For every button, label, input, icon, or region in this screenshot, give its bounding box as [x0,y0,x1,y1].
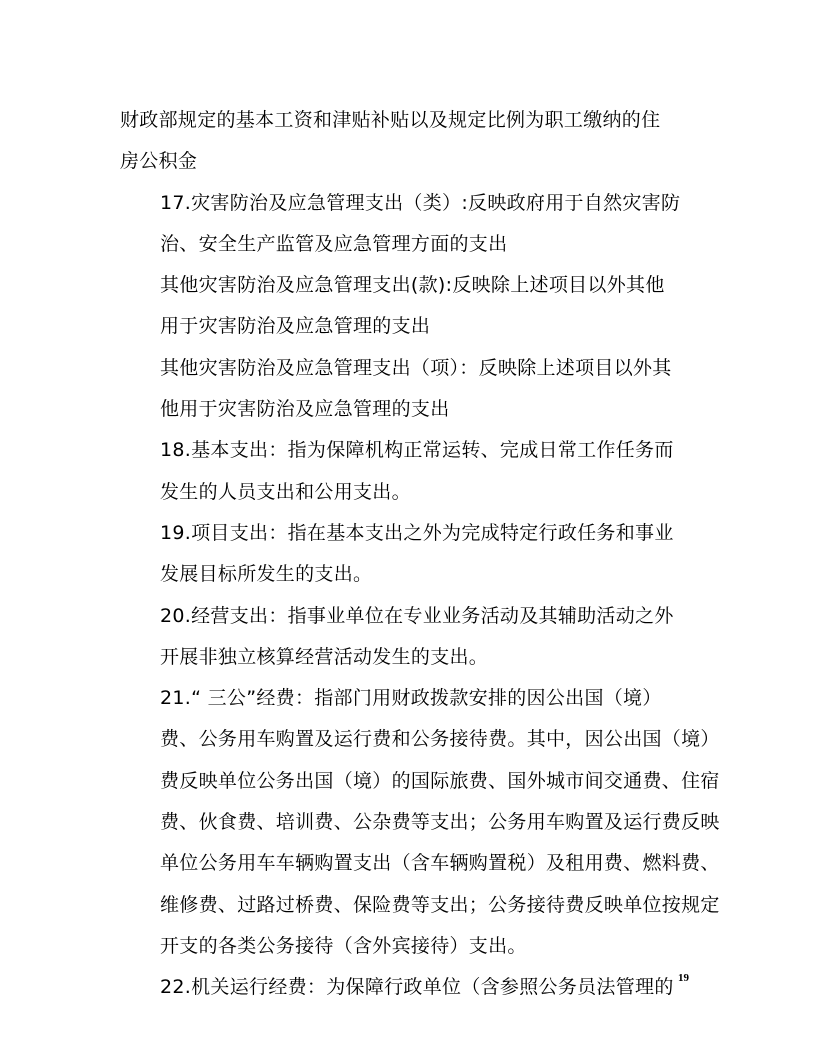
text-line: 17.灾害防治及应急管理支出（类）:反映政府用于自然灾害防 [160,191,681,214]
text-line: 房公积金 [120,150,198,173]
text-line: 费、公务用车购置及运行费和公务接待费。其中，因公出国（境） [160,728,720,751]
paragraph-item-20 [120,596,700,679]
paragraph-other-disaster-kuan [120,265,700,348]
text-line: 治、安全生产监管及应急管理方面的支出 [160,232,508,255]
text-line: 维修费、过路过桥费、保险费等支出；公务接待费反映单位按规定 [160,893,720,916]
text-line: 其他灾害防治及应急管理支出（项）：反映除上述项目以外其 [160,356,672,379]
text-line: 财政部规定的基本工资和津贴补贴以及规定比例为职工缴纳的住 [120,109,661,131]
paragraph-item-22 [120,967,700,1008]
paragraph-housing-fund [120,100,700,183]
paragraph-item-19 [120,513,700,596]
body-text [120,100,720,1009]
text-line: 发生的人员支出和公用支出。 [160,480,411,503]
text-line: 21.“ 三公”经费：指部门用财政拨款安排的因公出国（境） [160,687,662,710]
page-number: 19 [678,972,689,984]
text-line: 费反映单位公务出国（境）的国际旅费、国外城市间交通费、住宿 [160,769,720,792]
paragraph-other-disaster-xiang [120,348,700,431]
text-line: 18.基本支出：指为保障机构正常运转、完成日常工作任务而 [160,439,674,462]
text-line: 发展目标所发生的支出。 [160,563,373,586]
text-line: 费、伙食费、培训费、公杂费等支出；公务用车购置及运行费反映 [160,811,720,834]
paragraph-item-18 [120,430,700,513]
paragraph-item-17 [120,183,700,266]
text-line: 其他灾害防治及应急管理支出(款):反映除上述项目以外其他 [160,274,665,297]
text-line: 他用于灾害防治及应急管理的支出 [160,398,450,421]
text-line: 开展非独立核算经营活动发生的支出。 [160,645,489,668]
text-line: 22.机关运行经费：为保障行政单位（含参照公务员法管理的 [160,976,674,999]
paragraph-item-21 [120,678,720,967]
text-line: 19.项目支出：指在基本支出之外为完成特定行政任务和事业 [160,521,674,544]
text-line: 单位公务用车车辆购置支出（含车辆购置税）及租用费、燃料费、 [160,852,720,875]
text-line: 20.经营支出：指事业单位在专业业务活动及其辅助活动之外 [160,604,674,627]
text-line: 用于灾害防治及应急管理的支出 [160,315,431,338]
text-line: 开支的各类公务接待（含外宾接待）支出。 [160,934,527,957]
